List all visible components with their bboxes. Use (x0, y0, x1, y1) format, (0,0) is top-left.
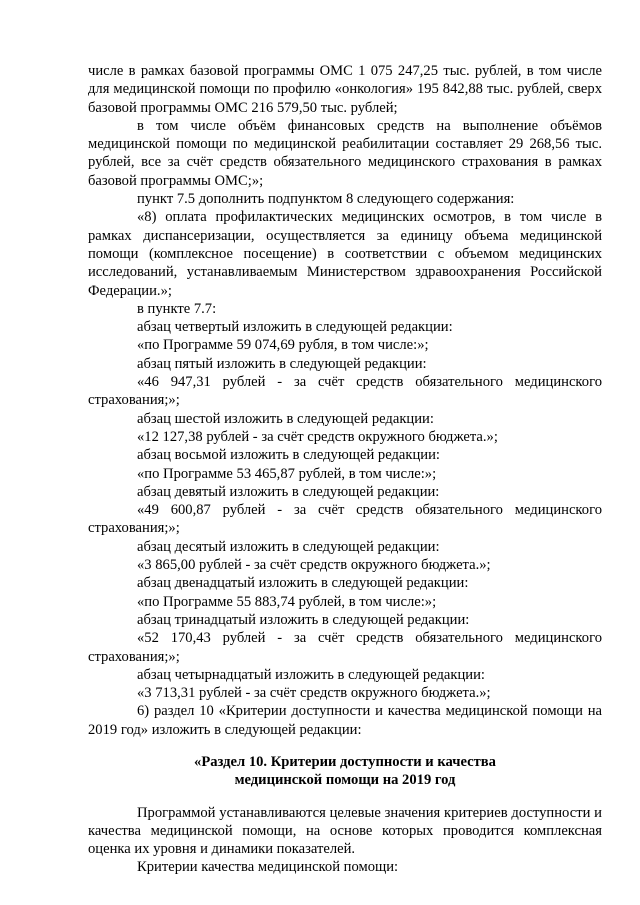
paragraph: «49 600,87 рублей - за счёт средств обязательного медицинского страхования;»; (88, 502, 602, 537)
paragraph: «46 947,31 рублей - за счёт средств обязательного медицинского страхования;»; (88, 374, 602, 409)
paragraph: в том числе объём финансовых средств на выполнение объёмов медицинской помощи по медицинской реабилитации составляет 29 268,56 тыс. рублей, все за счёт средств обязательного медицинского страхования в рамках базовой программы ОМС;»; (88, 117, 602, 189)
paragraph: абзац девятый изложить в следующей редакции: (137, 483, 440, 500)
body-top (88, 62, 602, 739)
paragraph: абзац десятый изложить в следующей редакции: (137, 538, 440, 555)
paragraph: числе в рамках базовой программы ОМС 1 075 247,25 тыс. рублей, в том числе для медицинской помощи по профилю «онкология» 195 842,88 тыс. рублей, сверх базовой программы ОМС 216 579,50 тыс. рублей; (88, 63, 602, 116)
paragraph: абзац шестой изложить в следующей редакции: (137, 410, 434, 427)
paragraph: Критерии качества медицинской помощи: (137, 859, 399, 876)
paragraph: абзац четвертый изложить в следующей редакции: (137, 319, 453, 336)
paragraph: абзац четырнадцатый изложить в следующей редакции: (137, 666, 485, 683)
paragraph: «3 865,00 рублей - за счёт средств окружного бюджета.»; (137, 557, 491, 574)
paragraph: «по Программе 55 883,74 рублей, в том числе:»; (137, 593, 437, 610)
paragraph: «по Программе 53 465,87 рублей, в том числе:»; (137, 465, 437, 482)
paragraph: пункт 7.5 дополнить подпунктом 8 следующего содержания: (137, 191, 515, 208)
paragraph: Программой устанавливаются целевые значения критериев доступности и качества медицинской помощи, на основе которых проводится комплексная оценка их уровня и динамики показателей. (88, 804, 602, 858)
paragraph: «12 127,38 рублей - за счёт средств окружного бюджета.»; (137, 428, 498, 445)
body-bottom (88, 804, 602, 877)
paragraph: абзац тринадцатый изложить в следующей редакции: (137, 611, 470, 628)
paragraph: в пункте 7.7: (137, 300, 217, 317)
section-heading (88, 753, 602, 790)
document-page (88, 62, 602, 877)
section-heading-line2: медицинской помощи на 2019 год (234, 772, 456, 789)
paragraph: «52 170,43 рублей - за счёт средств обязательного медицинского страхования;»; (88, 630, 602, 665)
paragraph: «по Программе 59 074,69 рубля, в том числе:»; (137, 337, 429, 354)
paragraph: абзац пятый изложить в следующей редакции: (137, 355, 427, 372)
section-heading-line1: «Раздел 10. Критерии доступности и качества (194, 753, 496, 770)
paragraph: «8) оплата профилактических медицинских осмотров, в том числе в рамках диспансеризации, осуществляется за единицу объема медицинской помощи (комплексное посещение) в соответствии с объемом медицинских исследований, устанавливаемым Министерством здравоохранения Российской Федерации.»; (88, 209, 602, 299)
paragraph: 6) раздел 10 «Критерии доступности и качества медицинской помощи на 2019 год» изложить в следующей редакции: (88, 703, 602, 738)
paragraph: абзац двенадцатый изложить в следующей редакции: (137, 575, 469, 592)
paragraph: «3 713,31 рублей - за счёт средств окружного бюджета.»; (137, 685, 491, 702)
paragraph: абзац восьмой изложить в следующей редакции: (137, 447, 440, 464)
